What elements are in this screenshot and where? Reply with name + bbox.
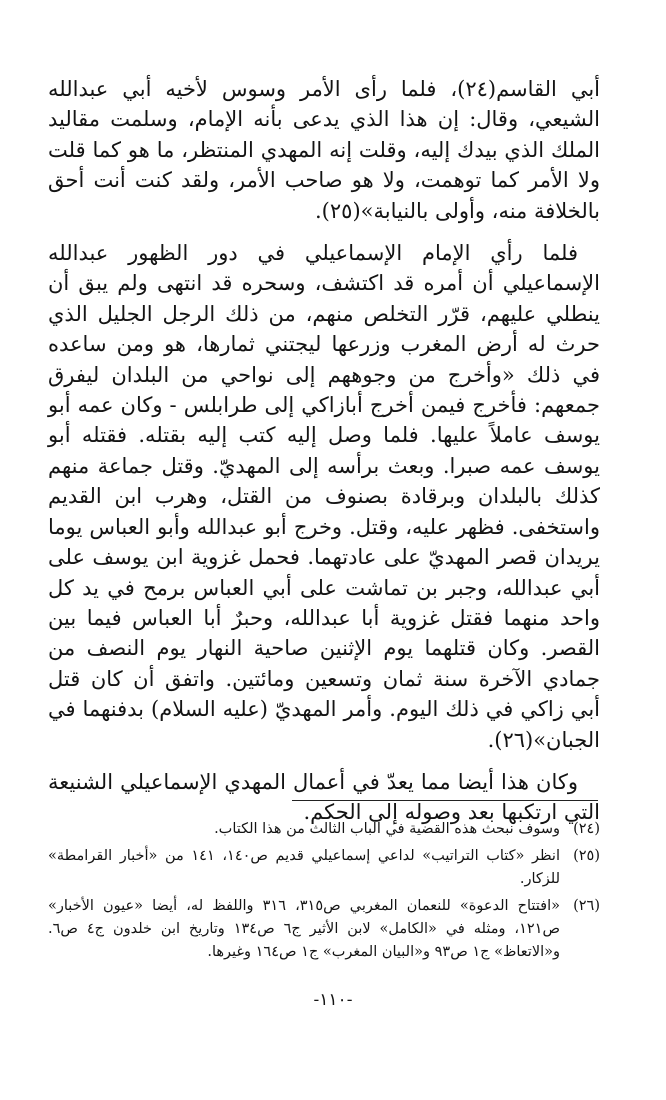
footnote-text: «افتتاح الدعوة» للنعمان المغربي ص٣١٥، ٣١٦ واللفظ له، أيضا «عيون الأخبار» ص١٢١، ومثله في «الكامل» لابن الأثير ج٦ ص١٣٤ وتاريخ ابن خلدون ج٤ ص٦. و«الاتعاظ» ج١ ص٩٣ و«البيان المغرب» ج١ ص١٦٤ وغيرها. bbox=[48, 898, 561, 960]
footnotes bbox=[48, 818, 600, 968]
paragraph: وكان هذا أيضا مما يعدّ في أعمال المهدي الإسماعيلي الشنيعة التي ارتكبها بعد وصوله إلى الحكم. bbox=[48, 769, 600, 825]
footnote bbox=[48, 845, 600, 891]
footnote-number: (٢٥) bbox=[573, 848, 600, 864]
footnote bbox=[48, 895, 600, 964]
paragraph: أبي القاسم(٢٤)، فلما رأى الأمر وسوس لأخيه أبي عبدالله الشيعي، وقال: إن هذا الذي يدعى بأنه الإمام، وسلمت مقاليد الملك الذي بيدك إليه، وقلت إنه المهدي المنتظر، ما هو كما قلت ولا الأمر كما توهمت، ولا هو صاحب الأمر، ولقد كنت أنت أحق بالخلافة منه، وأولى بالنيابة»(٢٥). bbox=[48, 77, 600, 223]
footnote-number: (٢٦) bbox=[573, 898, 600, 914]
footnote-separator bbox=[292, 800, 598, 801]
footnote bbox=[48, 818, 600, 841]
page-number: -١١٠- bbox=[313, 990, 353, 1010]
footnote-text: انظر «كتاب التراتيب» لداعي إسماعيلي قديم ص١٤٠، ١٤١ من «أخبار القرامطة» للزكار. bbox=[48, 848, 560, 887]
main-text bbox=[48, 74, 600, 828]
paragraph: فلما رأي الإمام الإسماعيلي في دور الظهور عبدالله الإسماعيلي أن أمره قد اكتشف، وسحره قد انتهى ولم يبق أن ينطلي عليهم، قرّر التخلص منهم، من ذلك الرجل الجليل الذي حرث له أرض المغرب وزرعها ليجتني ثمارها، هو ومن ساعده في ذلك «وأخرج من وجوههم إلى نواحي من البلدان ليفرق جمعهم: فأخرج فيمن أخرج أبازاكي إلى طرابلس - وكان عمه أبو يوسف عاملاً عليها. فلما وصل إليه كتب إليه بقتله. فقتله أبو يوسف عمه صبرا. وبعث برأسه إلى المهديّ. وقتل جماعة منهم كذلك بالبلدان وبرقادة بصنوف من القتل، وهرب ابن القديم واستخفى. فظهر عليه، وقتل. وخرج أبو عبدالله وأبو العباس يوما يريدان قصر المهديّ على عادتهما. فحمل غزوية ابن يوسف على أبي عبدالله، وجبر بن تماشت على أبي العباس برمح في يد كل واحد منهما فقتل غزوية أبا عبدالله، وحبرٌ أبا العباس فيما بين القصر. وكان قتلهما يوم الإثنين صاحية النهار يوم النصف من جمادي الآخرة سنة ثمان وتسعين ومائتين. واتفق أن كان قتل أبي زاكي في ذلك اليوم. وأمر المهديّ (عليه السلام) بدفنهما في الجبان»(٢٦). bbox=[48, 241, 600, 752]
footnote-number: (٢٤) bbox=[573, 821, 600, 837]
footnote-text: وسوف نبحث هذه القضية في الباب الثالث من هذا الكتاب. bbox=[214, 821, 560, 837]
